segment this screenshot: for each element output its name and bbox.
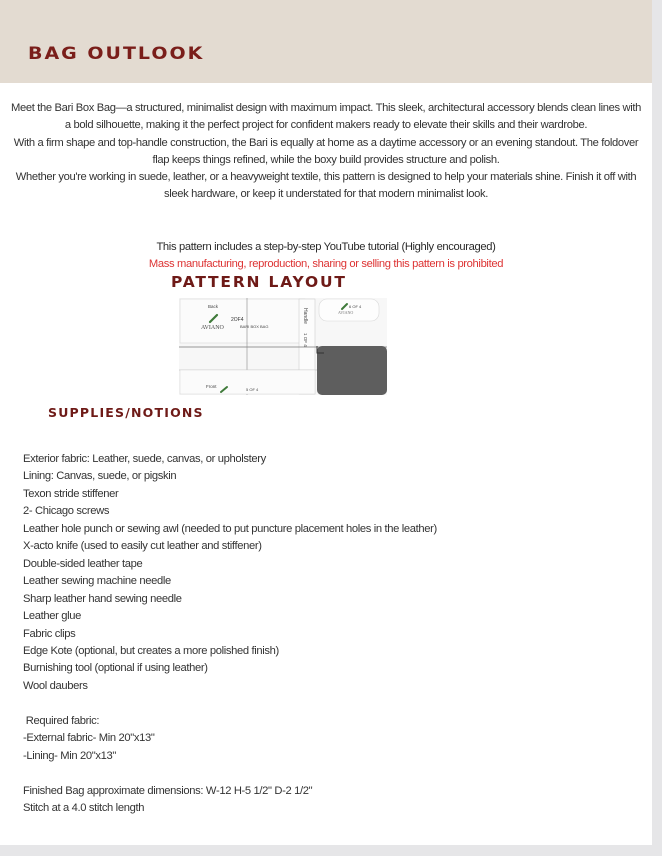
list-item: Leather glue [23,610,82,623]
notes [10,239,642,274]
label-front-count: 5 OF 4 [246,387,259,392]
finished-dimensions: Finished Bag approximate dimensions: W-12 H-5 1/2" D-2 1/2" [23,784,313,797]
label-brand: AVIANO [201,325,224,331]
label-back: Back [208,304,219,309]
pattern-layout-title: PATTERN LAYOUT [171,273,347,291]
spacer [23,765,643,782]
intro-paragraph-3: Whether you're working in suede, leather, or a heavyweight textile, this pattern is designed to help your materials shine. Finish it off with sleek hardware, or keep it understated for that modern minimalist look. [15,171,637,201]
supplies-title: SUPPLIES/NOTIONS [48,405,204,420]
list-item: Double-sided leather tape [23,557,143,570]
intro-paragraph-1: Meet the Bari Box Bag—a structured, minimalist design with maximum impact. This sleek, architectural accessory blends clean lines with a bold silhouette, making it the perfect project for confident makers ready to elevate their skills and their wardrobe. [10,102,641,132]
label-right-count: 6 OF 4 [349,304,362,309]
list-item: Exterior fabric: Leather, suede, canvas, or upholstery [23,453,266,465]
list-item: Leather hole punch or sewing awl (needed to put puncture placement holes in the leather) [23,522,437,535]
label-handle: Handle [302,308,308,324]
page-title: BAG OUTLOOK [28,44,205,64]
pattern-layout-diagram [179,298,387,395]
label-right-brand: AVIANO [338,310,354,315]
label-handle-count: 1 OF 4 [303,333,308,347]
fabric-item: -Lining- Min 20"x13" [23,749,116,762]
intro-paragraph-2: With a firm shape and top-handle construction, the Bari is equally at home as a daytime accessory or an evening standout. The foldover flap keeps things refined, while the boxy build provides structure and polish. [13,136,639,166]
list-item: Texon stride stiffener [23,487,119,500]
spacer [23,695,643,712]
list-item: Sharp leather hand sewing needle [23,592,182,605]
label-front: Front [206,384,217,389]
intro-text [10,100,642,204]
fabric-item: -External fabric- Min 20"x13" [23,732,155,745]
tutorial-note: This pattern includes a step-by-step YouTube tutorial (Highly encouraged) [156,241,496,253]
label-cut-count: 2OF4 [231,317,244,323]
list-item: X-acto knife (used to easily cut leather and stiffener) [23,540,262,553]
list-item: Wool daubers [23,679,88,692]
list-item: Edge Kote (optional, but creates a more polished finish) [23,644,279,657]
stitch-length: Stitch at a 4.0 stitch length [23,802,145,815]
list-item: Leather sewing machine needle [23,575,171,588]
supplies-list [23,451,643,817]
list-item: Fabric clips [23,627,76,640]
list-item: Lining: Canvas, suede, or pigskin [23,470,177,483]
label-piece-name: BARI BOX BAG [240,324,269,329]
fabric-heading: Required fabric: [23,714,100,727]
copyright-warning: Mass manufacturing, reproduction, sharing or selling this pattern is prohibited [148,258,504,271]
list-item: 2- Chicago screws [23,505,110,518]
header-band [0,0,652,83]
dark-corner-panel [317,346,387,395]
list-item: Burnishing tool (optional if using leather) [23,662,208,675]
